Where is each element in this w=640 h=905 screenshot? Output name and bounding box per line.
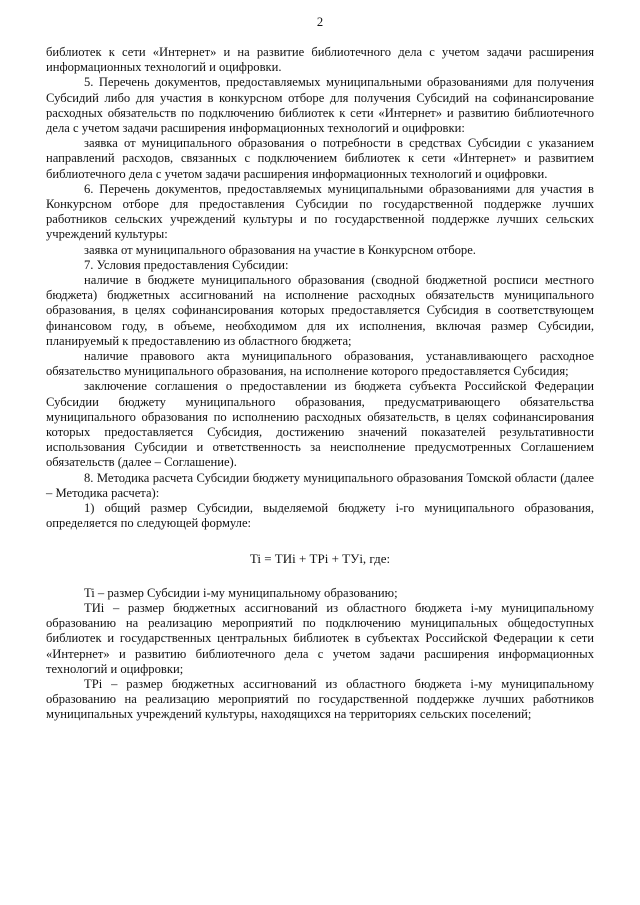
paragraph-item-7-condition-3: заключение соглашения о предоставлении из бюджета субъекта Российской Федерации Субсидии бюджету муниципального образования, предусматривающего обязательства муниципального образования по исполнению расходных обязательств, в целях софинансирования которых предоставляется Субсидия, достижению значений показателей результативности использования Субсидии и ответственность за неисполнение предусмотренных Соглашением обязательств (далее – Соглашение). — [46, 379, 594, 470]
paragraph-item-7-condition-1: наличие в бюджете муниципального образования (сводной бюджетной росписи местного бюджета) бюджетных ассигнований на исполнение расходных обязательств муниципального образования, в целях софинансирования которых предоставляется Субсидия в соответствующем финансовом году, в объеме, необходимом для их исполнения, включая размер Субсидии, планируемый к предоставлению из областного бюджета; — [46, 273, 594, 348]
definition-tii: ТИi – размер бюджетных ассигнований из областного бюджета i-му муниципальному образованию на реализацию мероприятий по подключению муниципальных общедоступных библиотек и государственных центральных библиотек в субъектах Российской Федерации к сети «Интернет» и развитию библиотечного дела с учетом задачи расширения информационных технологий и оцифровки; — [46, 600, 594, 676]
paragraph-item-6-application: заявка от муниципального образования на участие в Конкурсном отборе. — [84, 242, 476, 257]
document-body — [46, 45, 594, 723]
paragraph-continuation: библиотек к сети «Интернет» и на развитие библиотечного дела с учетом задачи расширения информационных технологий и оцифровки. — [46, 45, 594, 75]
paragraph-item-7-condition-2: наличие правового акта муниципального образования, устанавливающего расходное обязательство муниципального образования, на исполнение которого предоставляется Субсидия; — [46, 349, 594, 379]
paragraph-item-8: 8. Методика расчета Субсидии бюджету муниципального образования Томской области (далее – Методика расчета): — [46, 470, 594, 500]
definition-tri: ТРi – размер бюджетных ассигнований из областного бюджета i-му муниципальному образованию на реализацию мероприятий по государственной поддержке лучших работников муниципальных учреждений культуры, находящихся на территориях сельских поселений; — [46, 676, 594, 722]
paragraph-item-8-subitem-1: 1) общий размер Субсидии, выделяемой бюджету i-го муниципального образования, определяется по следующей формуле: — [46, 501, 594, 531]
paragraph-item-5: 5. Перечень документов, предоставляемых муниципальными образованиями для получения Субсидий либо для участия в конкурсном отборе для получения Субсидий на софинансирование расходных обязательств по подключению библиотек к сети «Интернет» и развитию библиотечного дела с учетом задачи расширения информационных технологий и оцифровки: — [46, 75, 594, 136]
paragraph-item-6: 6. Перечень документов, предоставляемых муниципальными образованиями для участия в Конкурсном отборе для предоставления Субсидии по государственной поддержке лучших работников сельских учреждений культуры и по государственной поддержке лучших сельских учреждений культуры: — [46, 181, 594, 242]
definition-ti: Ti – размер Субсидии i-му муниципальному образованию; — [84, 585, 398, 600]
paragraph-item-5-application: заявка от муниципального образования о потребности в средствах Субсидии с указанием направлений расходов, связанных с подключением библиотек к сети «Интернет» и развитием библиотечного дела с учетом задачи расширения информационных технологий и оцифровки. — [46, 136, 594, 181]
subsidy-formula: Ti = ТИi + ТРi + ТУi, где: — [249, 550, 391, 566]
page-number: 2 — [316, 15, 324, 29]
paragraph-item-7: 7. Условия предоставления Субсидии: — [84, 257, 289, 272]
